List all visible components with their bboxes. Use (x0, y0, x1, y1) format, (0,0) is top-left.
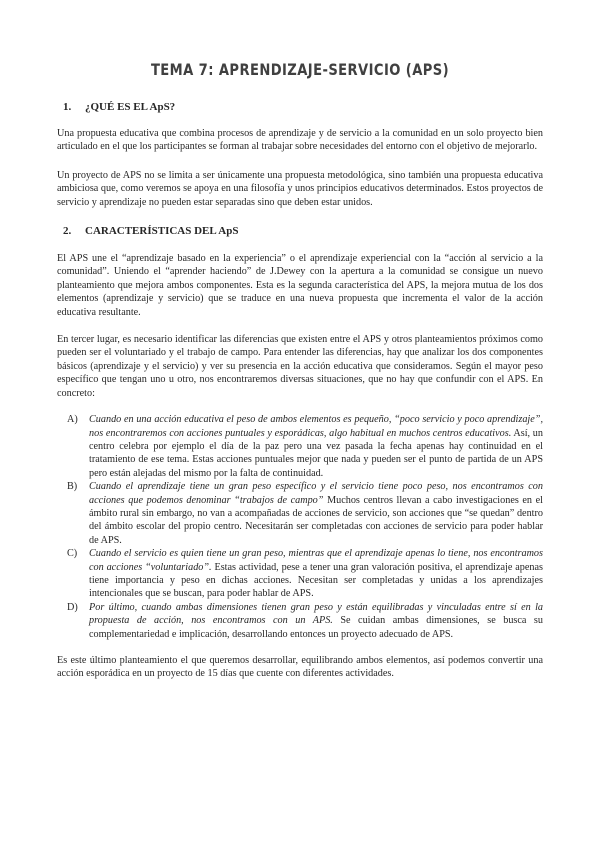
list-item-text (89, 601, 543, 641)
list-item-text (89, 480, 543, 547)
list-item-body: Así, un centro celebra por ejemplo el día de la paz pero una vez pasada la fecha apenas hay continuidad en el tratamiento de ese tema. Estas acciones puntuales mejor que nada y pueden ser el punto de partida de un APS pero están alejadas del mismo por la falta de continuidad. (89, 427, 543, 479)
paragraph-experience: El APS une el “aprendizaje basado en la experiencia” o el aprendizaje experiencial con la “acción al servicio a la comunidad”. Uniendo el “aprender haciendo” de J.Dewey con la apertura a la comunidad se consigue un nuevo planteamiento que mejora ambos componentes. Esta es la segunda característica del APS, la mejora mutua de los dos elementos (aprendizaje y servicio) que se traduce en una nueva propuesta que incrementa el valor de la acción educativa resultante. (57, 253, 543, 318)
list-marker: C) (67, 548, 78, 560)
page-title: TEMA 7: APRENDIZAJE-SERVICIO (APS) (150, 60, 450, 79)
situations-list (57, 413, 543, 641)
list-item-italic: Cuando el servicio es quien tiene un gran peso, mientras que el aprendizaje apenas lo tiene, nos encontramos con acciones “voluntariado”. (89, 548, 543, 573)
paragraph-closing: Es este último planteamiento el que queremos desarrollar, equilibrando ambos elementos, así podemos convertir una acción esporádica en un proyecto de 15 días que cuente con diferentes actividades. (57, 655, 543, 680)
list-item-italic: Cuando el aprendizaje tiene un gran peso específico y el servicio tiene poco peso, nos encontramos con acciones que podemos denominar “trabajos de campo” (89, 481, 543, 506)
list-item (57, 547, 543, 601)
list-item (57, 413, 543, 480)
paragraph-methodology: Un proyecto de APS no se limita a ser únicamente una propuesta metodológica, sino también una propuesta educativa ambiciosa que, como veremos se apoya en una filosofía y unos principios educativos determinados. Estos proyectos de servicio y aprendizaje no pueden estar separadas sino que deben estar unidos. (57, 169, 543, 208)
list-item-body: Muchos centros llevan a cabo investigaciones en el ámbito rural sin embargo, no van a acompañadas de acciones de servicio, son acciones que “se quedan” dentro del ámbito escolar del propio centro. Necesitarán ser completadas con acciones de servicio para poder hablar de APS. (89, 494, 543, 546)
list-item (57, 480, 543, 547)
list-item-body: Estas actividad, pese a tener una gran valoración positiva, el aprendizaje apenas tiene importancia y peso en dichas acciones. Necesitan ser completadas y unidas a los aprendizajes intencionales que se buscan, para poder hablar de APS. (89, 561, 543, 600)
paragraph-differences: En tercer lugar, es necesario identificar las diferencias que existen entre el APS y otros planteamientos próximos como pueden ser el voluntariado y el trabajo de campo. Para entender las diferencias, hay que analizar los dos componentes básicos (aprendizaje y el servicio) y ver su presencia en la acción educativa que consideramos. Según el mayor peso específico que tengan uno u otro, nos encontraremos diversas situaciones, que no hay que confundir con el APS. En concreto: (57, 334, 543, 399)
section-number-2: 2. (63, 225, 72, 238)
list-item-text (89, 547, 543, 601)
list-marker: A) (67, 414, 78, 426)
list-item-text (89, 413, 543, 480)
section-heading-2 (57, 225, 543, 237)
list-marker: B) (67, 481, 78, 493)
section-title-1: ¿QUÉ ES EL ApS? (85, 101, 176, 113)
section-number-1: 1. (63, 101, 72, 113)
section-title-2: CARACTERÍSTICAS DEL ApS (85, 225, 239, 238)
list-item (57, 601, 543, 641)
list-item-italic: Por último, cuando ambas dimensiones tienen gran peso y están equilibradas y vinculadas entre sí en la propuesta de acción, nos encontramos con un APS. (89, 601, 543, 627)
list-item-body: Se cuidan ambas dimensiones, se busca su complementariedad e implicación, desarrollando entonces un proyecto adecuado de APS. (89, 615, 543, 640)
paragraph-definition: Una propuesta educativa que combina procesos de aprendizaje y de servicio a la comunidad en un solo proyecto bien articulado en el que los participantes se forman al trabajar sobre necesidades del entorno con el objetivo de mejorarlo. (57, 128, 543, 153)
list-item-italic: Cuando en una acción educativa el peso de ambos elementos es pequeño, “poco servicio y poco aprendizaje”, nos encontraremos con acciones puntuales y esporádicas, algo habitual en muchos centros educativos. (89, 414, 543, 439)
list-marker: D) (67, 601, 78, 613)
section-heading-1 (57, 101, 543, 113)
